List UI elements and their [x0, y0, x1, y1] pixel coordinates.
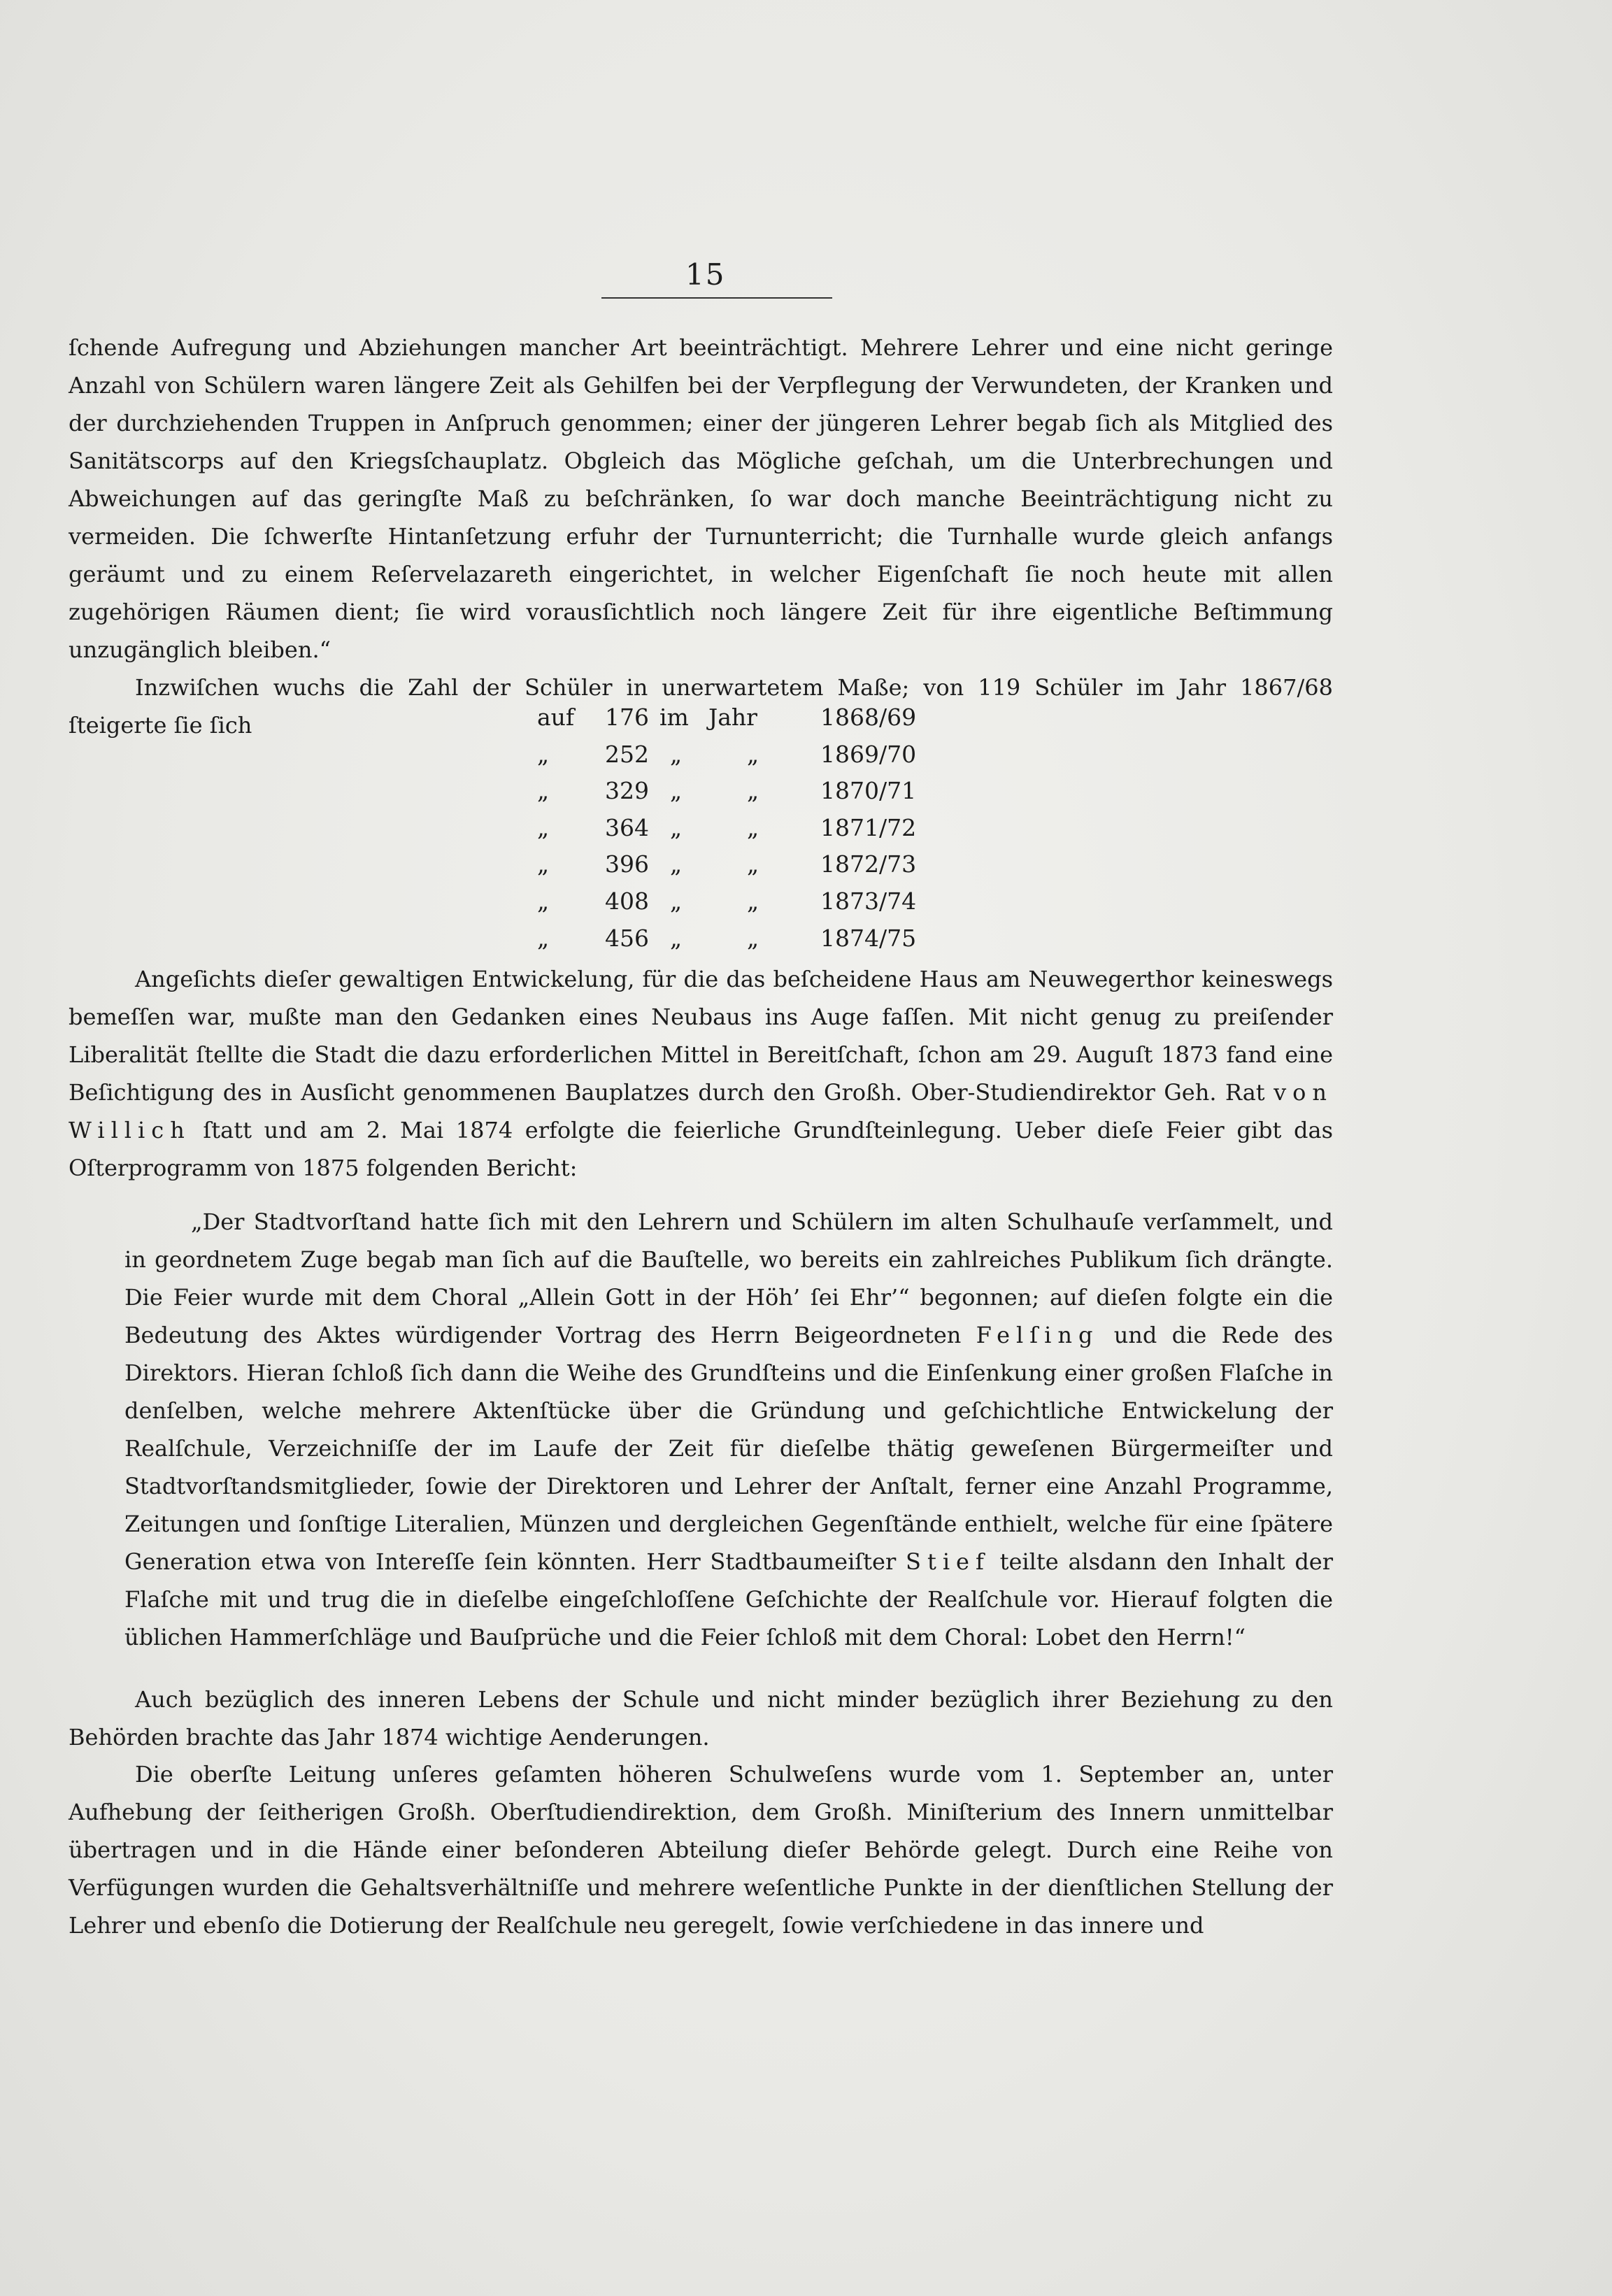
person-name: Stief	[906, 1548, 990, 1575]
student-count: 364	[605, 813, 649, 841]
ditto-mark: „	[537, 924, 550, 952]
person-name: Felſing	[976, 1322, 1099, 1348]
enrollment-table	[537, 699, 957, 957]
student-count: 396	[605, 850, 649, 878]
ditto-mark: „	[670, 887, 683, 915]
quoted-report	[124, 1203, 1333, 1656]
school-year: 1869/70	[820, 740, 917, 768]
school-year: 1872/73	[820, 850, 917, 878]
ditto-mark: „	[537, 740, 550, 768]
ditto-mark: „	[747, 740, 759, 768]
student-count: 176	[605, 704, 649, 731]
ditto-mark: „	[670, 777, 683, 805]
text-run: ſtatt und am 2. Mai 1874 erfolgte die feierliche Grundſteinlegung. Ueber dieſe Feier gibt das Oſterprogramm von 1875 folgenden Bericht:	[69, 1117, 1334, 1181]
table-row	[537, 810, 957, 847]
row-im: im	[659, 704, 689, 731]
text-run: Angeſichts dieſer gewaltigen Entwickelung, für die das beſcheidene Haus am Neuwegerthor keineswegs bemeſſen war, mußte man den Gedanken eines Neubaus ins Auge faſſen. Mit nicht genug zu preiſender Liberalität ſtellte die Stadt die dazu erforderlichen Mittel in Bereitſchaft, ſchon am 29. Auguſt 1873 fand eine Beſichtigung des in Ausſicht genommenen Bauplatzes durch den Großh. Ober-Studiendirektor Geh. Rat	[69, 966, 1333, 1106]
row-jahr: Jahr	[708, 704, 757, 731]
school-year: 1868/69	[820, 704, 917, 731]
ditto-mark: „	[537, 850, 550, 878]
text-run: und die Rede des Direktors. Hieran ſchloß ſich dann die Weihe des Grundſteins und die Einſenkung einer großen Flaſche in denſelben, welche mehrere Aktenſtücke über die Gründung und geſchichtliche Entwickelung der Realſchule, Verzeichniſſe der im Laufe der Zeit für dieſelbe thätig geweſenen Bürgermeiſter und Stadtvorſtandsmitglieder, ſowie der Direktoren und Lehrer der Anſtalt, ferner eine Anzahl Programme, Zeitungen und ſonſtige Literalien, Münzen und dergleichen Gegenſtände enthielt, welche für eine ſpätere Generation etwa von Intereſſe ſein könnten. Herr Stadtbaumeiſter	[124, 1322, 1334, 1575]
paragraph-new-building	[69, 960, 1333, 1187]
paragraph-text	[69, 960, 1333, 1187]
school-year: 1870/71	[820, 777, 917, 805]
ditto-mark: „	[747, 850, 759, 878]
ditto-mark: „	[747, 777, 759, 805]
ditto-mark: „	[537, 887, 550, 915]
paragraph-text: Die oberſte Leitung unſeres geſamten höheren Schulweſens wurde vom 1. September an, unter Aufhebung der ſeitherigen Großh. Oberſtudiendirektion, dem Großh. Miniſterium des Innern unmittelbar übertragen und in die Hände einer beſonderen Abteilung dieſer Behörde gelegt. Durch eine Reihe von Verfügungen wurden die Gehaltsverhältniſſe und mehrere weſentliche Punkte in der dienſtlichen Stellung der Lehrer und ebenſo die Dotierung der Realſchule neu geregelt, ſowie verſchiedene in das innere und	[69, 1761, 1333, 1939]
school-year: 1874/75	[820, 924, 917, 952]
page-number: 15	[685, 257, 726, 292]
header-rule	[601, 297, 832, 299]
table-row	[537, 699, 957, 736]
table-row	[537, 736, 957, 773]
ditto-mark: „	[747, 813, 759, 841]
paragraph-enrollment-growth: Inzwiſchen wuchs die Zahl der Schüler in unerwartetem Maße; von 119 Schüler im Jahr 1867/68 ſteigerte ſie ſich	[69, 674, 1333, 739]
paragraph-administration	[69, 1755, 1333, 1944]
table-row	[537, 773, 957, 810]
ditto-mark: „	[670, 924, 683, 952]
student-count: 252	[605, 740, 649, 768]
student-count: 329	[605, 777, 649, 805]
ditto-mark: „	[747, 924, 759, 952]
ditto-mark: „	[670, 850, 683, 878]
paragraph-changes	[69, 1681, 1333, 1756]
ditto-mark: „	[670, 740, 683, 768]
ditto-mark: „	[670, 813, 683, 841]
table-row	[537, 846, 957, 883]
paragraph-war-effects	[69, 329, 1333, 744]
ditto-mark: „	[747, 887, 759, 915]
school-year: 1873/74	[820, 887, 917, 915]
student-count: 408	[605, 887, 649, 915]
table-row	[537, 883, 957, 920]
paragraph-text: ſchende Aufregung und Abziehungen mancher Art beeinträchtigt. Mehrere Lehrer und eine nicht geringe Anzahl von Schülern waren längere Zeit als Gehilfen bei der Verpflegung der Verwundeten, der Kranken und der durchziehenden Truppen in Anſpruch genommen; einer der jüngeren Lehrer begab ſich als Mitglied des Sanitätscorps auf den Kriegsſchauplatz. Obgleich das Mögliche geſchah, um die Unterbrechungen und Abweichungen auf das geringſte Maß zu beſchränken, ſo war doch manche Beeinträchtigung nicht zu vermeiden. Die ſchwerſte Hintanſetzung erfuhr der Turnunterricht; die Turnhalle wurde gleich anfangs geräumt und zu einem Reſervelazareth eingerichtet, in welcher Eigenſchaft ſie noch heute mit allen zugehörigen Räumen dient; ſie wird vorausſichtlich noch längere Zeit für ihre eigentliche Beſtimmung unzugänglich bleiben.“	[69, 334, 1333, 663]
text-run: „Der Stadtvorſtand hatte ſich mit den Lehrern und Schülern im alten Schulhauſe verſammelt, und in geordnetem Zuge begab man ſich auf die Bauſtelle, wo bereits ein zahlreiches Publikum ſich drängte. Die Feier wurde mit dem Choral „Allein Gott in der Höh’ ſei Ehr’“ begonnen; auf dieſen folgte ein die Bedeutung des Aktes würdigender Vortrag des Herrn Beigeordneten	[124, 1208, 1333, 1348]
quote-text	[124, 1203, 1333, 1656]
student-count: 456	[605, 924, 649, 952]
person-name: von Willich	[69, 1079, 1334, 1143]
paragraph-text: Auch bezüglich des inneren Lebens der Schule und nicht minder bezüglich ihrer Beziehung zu den Behörden brachte das Jahr 1874 wichtige Aenderungen.	[69, 1686, 1333, 1750]
school-year: 1871/72	[820, 813, 917, 841]
ditto-mark: „	[537, 813, 550, 841]
ditto-mark: „	[537, 777, 550, 805]
table-row	[537, 920, 957, 957]
row-prefix: auf	[537, 704, 575, 731]
text-run: teilte alsdann den Inhalt der Flaſche mit und trug die in dieſelbe eingeſchloſſene Geſchichte der Realſchule vor. Hierauf folgten die üblichen Hammerſchläge und Bauſprüche und die Feier ſchloß mit dem Choral: Lobet den Herrn!“	[124, 1548, 1334, 1650]
